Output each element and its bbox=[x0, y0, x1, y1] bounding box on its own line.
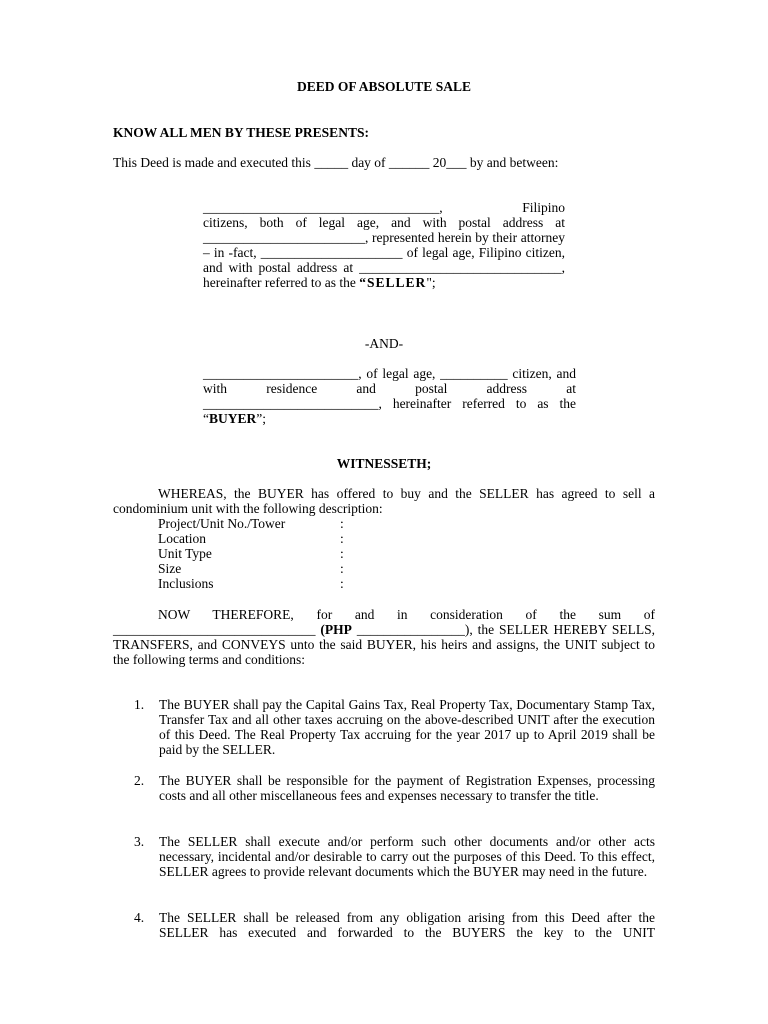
buyer-block bbox=[203, 366, 576, 426]
document-title: DEED OF ABSOLUTE SALE bbox=[297, 79, 471, 94]
seller-first-line bbox=[203, 200, 565, 215]
now-therefore-paragraph bbox=[113, 607, 655, 667]
description-label: Project/Unit No./Tower bbox=[158, 516, 286, 531]
witnesseth-heading: WITNESSETH; bbox=[336, 456, 432, 471]
seller-label: “SELLER bbox=[359, 275, 427, 290]
seller-block bbox=[203, 200, 565, 290]
seller-details-text: citizens, both of legal age, and with postal address at ________________________, represented herein by their attorney – in -fact, _____________________ of legal age, Filipino citizen, and with postal address at ______________________________, hereinafter referred to as the bbox=[203, 215, 565, 290]
description-row bbox=[158, 561, 358, 576]
seller-citizenship: Filipino bbox=[522, 200, 565, 215]
description-row bbox=[158, 546, 358, 561]
seller-label-close: "; bbox=[426, 275, 436, 290]
condition-text: The BUYER shall be responsible for the payment of Registration Expenses, processing costs and all other miscellaneous fees and expenses necessary to transfer the title. bbox=[159, 773, 655, 803]
description-label: Size bbox=[158, 561, 182, 576]
php-label: (PHP bbox=[320, 622, 352, 637]
amount-php-blank: ________________), bbox=[356, 622, 473, 637]
now-therefore-rest: the SELLER HEREBY SELLS, TRANSFERS, and CONVEYS unto the said BUYER, his heirs and assigns, the UNIT subject to the following terms and conditions: bbox=[113, 622, 656, 667]
condition-number: 2. bbox=[134, 773, 145, 788]
whereas-paragraph: WHEREAS, the BUYER has offered to buy and the SELLER has agreed to sell a condominium unit with the following description: bbox=[113, 486, 655, 516]
description-colon: : bbox=[340, 516, 344, 531]
description-row bbox=[158, 516, 358, 531]
description-colon: : bbox=[340, 546, 344, 561]
description-colon: : bbox=[340, 561, 344, 576]
now-therefore-body bbox=[113, 622, 655, 667]
and-separator: -AND- bbox=[364, 336, 404, 351]
buyer-label: BUYER bbox=[209, 411, 257, 426]
description-label: Unit Type bbox=[158, 546, 212, 561]
condition-number: 1. bbox=[134, 697, 145, 712]
now-therefore-first-line: NOW THEREFORE, for and in consideration of the sum of bbox=[158, 607, 655, 622]
description-label: Inclusions bbox=[158, 576, 214, 591]
buyer-details-text: _______________________, of legal age, __________ citizen, and with residence and postal address at __________________________, hereinafter referred to as the “ bbox=[203, 366, 576, 426]
description-colon: : bbox=[340, 531, 344, 546]
seller-name-blank: ___________________________________, bbox=[203, 200, 443, 215]
description-row bbox=[158, 531, 358, 546]
seller-details bbox=[203, 215, 565, 290]
buyer-label-close: ”; bbox=[256, 411, 267, 426]
condition-text: The SELLER shall execute and/or perform such other documents and/or other acts necessary, incidental and/or desirable to carry out the purposes of this Deed. To this effect, SELLER agrees to provide relevant documents which the BUYER may need in the future. bbox=[159, 834, 655, 879]
preamble: KNOW ALL MEN BY THESE PRESENTS: bbox=[113, 125, 369, 140]
amount-words-blank: ______________________________ bbox=[113, 622, 316, 637]
condition-text: The BUYER shall pay the Capital Gains Tax, Real Property Tax, Documentary Stamp Tax, Transfer Tax and all other taxes accruing on the above-described UNIT after the execution of this Deed. The Real Property Tax accruing for the year 2017 up to April 2019 shall be paid by the SELLER. bbox=[159, 697, 655, 757]
intro-paragraph: This Deed is made and executed this _____ day of ______ 20___ by and between: bbox=[113, 155, 559, 170]
condition-number: 3. bbox=[134, 834, 145, 849]
description-colon: : bbox=[340, 576, 344, 591]
description-label: Location bbox=[158, 531, 206, 546]
condition-number: 4. bbox=[134, 910, 145, 925]
condition-text: The SELLER shall be released from any obligation arising from this Deed after the SELLER has executed and forwarded to the BUYERS the key to the UNIT bbox=[159, 910, 655, 940]
description-row bbox=[158, 576, 358, 591]
